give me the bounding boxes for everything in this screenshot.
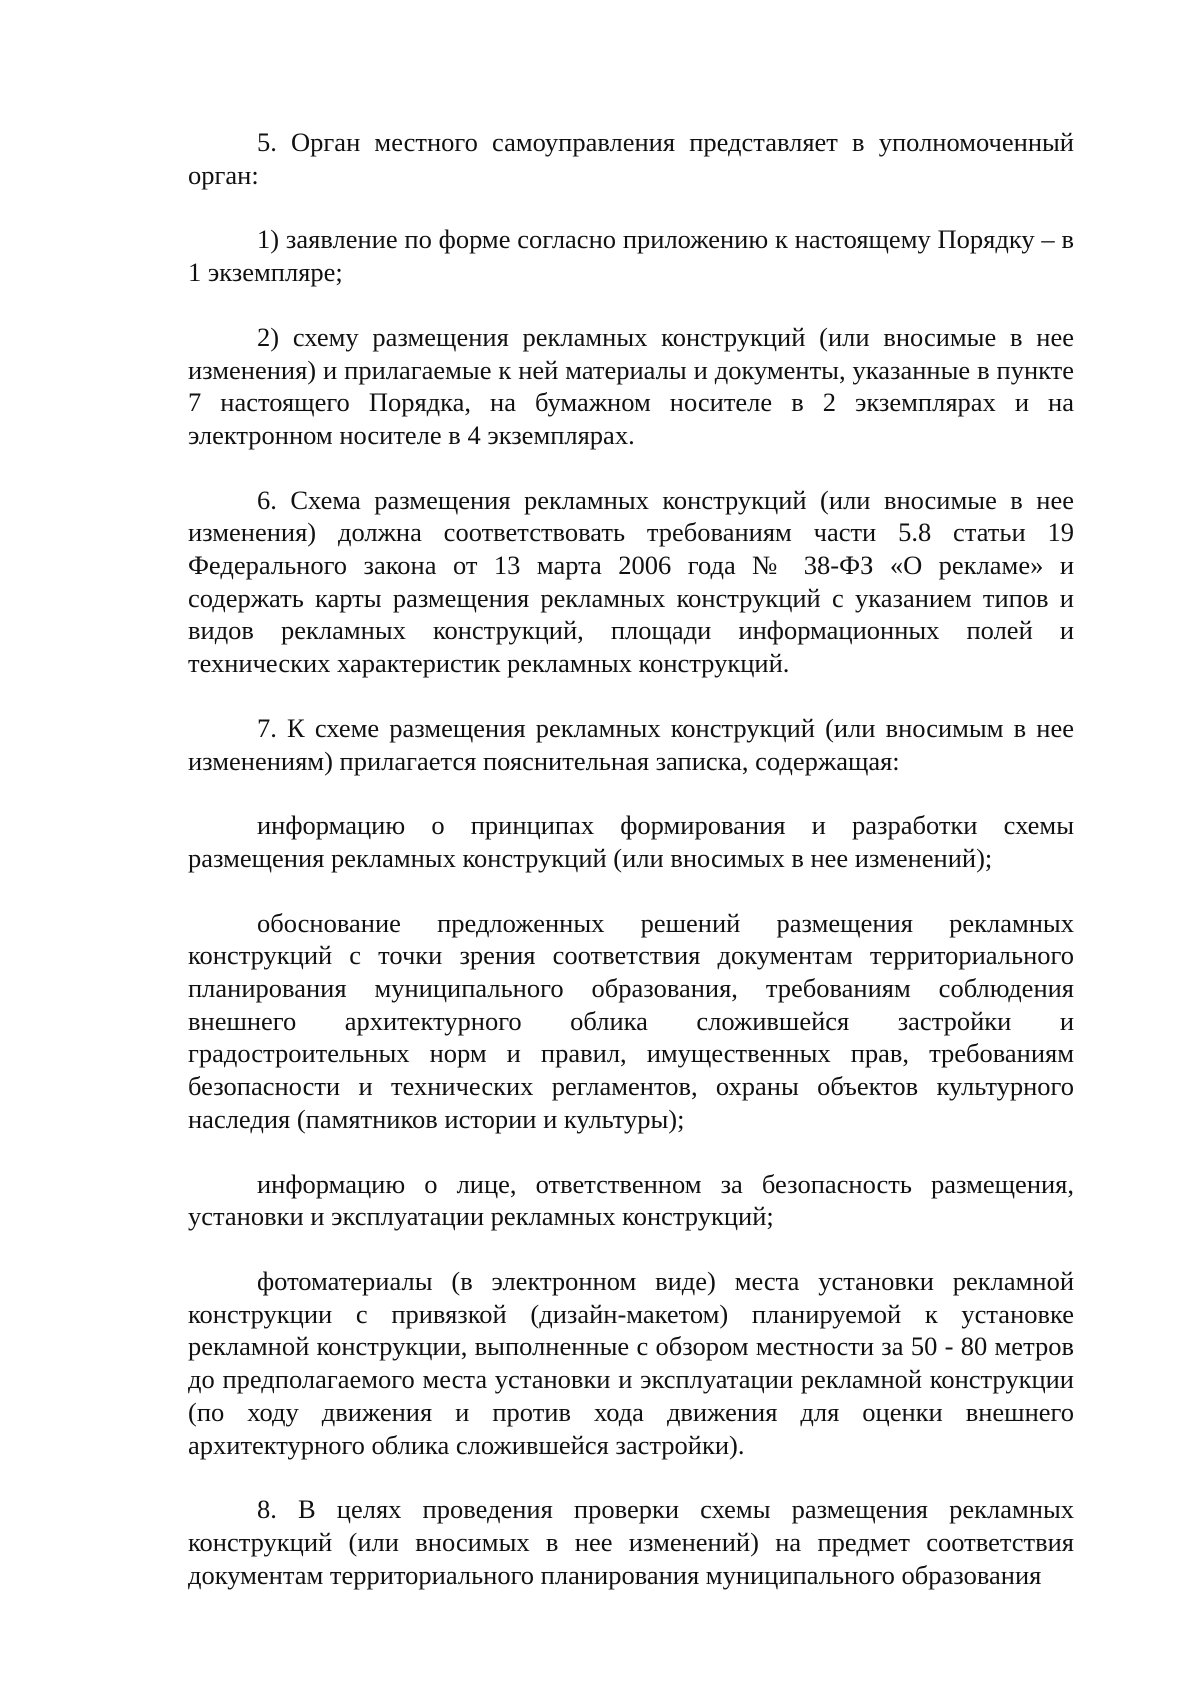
paragraph-item-5: 5. Орган местного самоуправления представляет в уполномоченный орган: [188, 127, 1074, 190]
paragraph-item-6: 6. Схема размещения рекламных конструкций (или вносимые в нее изменения) должна соответствовать требованиям части 5.8 статьи 19 Федерального закона от 13 марта 2006 года № 38-ФЗ «О рекламе» и содержать карты размещения рекламных конструкций с указанием типов и видов рекламных конструкций, площади информационных полей и технических характеристик рекламных конструкций. [188, 484, 1074, 679]
paragraph-item-7-photo-materials: фотоматериалы (в электронном виде) места установки рекламной конструкции с привязкой (дизайн-макетом) планируемой к установке рекламной конструкции, выполненные с обзором местности за 50 - 80 метров до предполагаемого места установки и эксплуатации рекламной конструкции (по ходу движения и против хода движения для оценки внешнего архитектурного облика сложившейся застройки). [188, 1265, 1074, 1460]
paragraph-item-7-info-principles: информацию о принципах формирования и разработки схемы размещения рекламных конструкций (или вносимых в нее изменений); [188, 810, 1074, 873]
paragraph-subitem-2: 2) схему размещения рекламных конструкций (или вносимые в нее изменения) и прилагаемые к ней материалы и документы, указанные в пункте 7 настоящего Порядка, на бумажном носителе в 2 экземплярах и на электронном носителе в 4 экземплярах. [188, 321, 1074, 450]
paragraph-item-7-justification: обоснование предложенных решений размещения рекламных конструкций с точки зрения соответствия документам территориального планирования муниципального образования, требованиям соблюдения внешнего архитектурного облика сложившейся застройки и градостроительных норм и правил, имущественных прав, требованиям безопасности и технических регламентов, охраны объектов культурного наследия (памятников истории и культуры); [188, 907, 1074, 1134]
paragraph-item-8: 8. В целях проведения проверки схемы размещения рекламных конструкций (или вносимых в нее изменений) на предмет соответствия документам территориального планирования муниципального образования [188, 1494, 1074, 1590]
paragraph-subitem-1: 1) заявление по форме согласно приложению к настоящему Порядку – в 1 экземпляре; [188, 224, 1074, 288]
paragraph-item-7-responsible-person: информацию о лице, ответственном за безопасность размещения, установки и эксплуатации рекламных конструкций; [188, 1168, 1074, 1232]
paragraph-item-7: 7. К схеме размещения рекламных конструкций (или вносимым в нее изменениям) прилагается пояснительная записка, содержащая: [188, 712, 1074, 776]
